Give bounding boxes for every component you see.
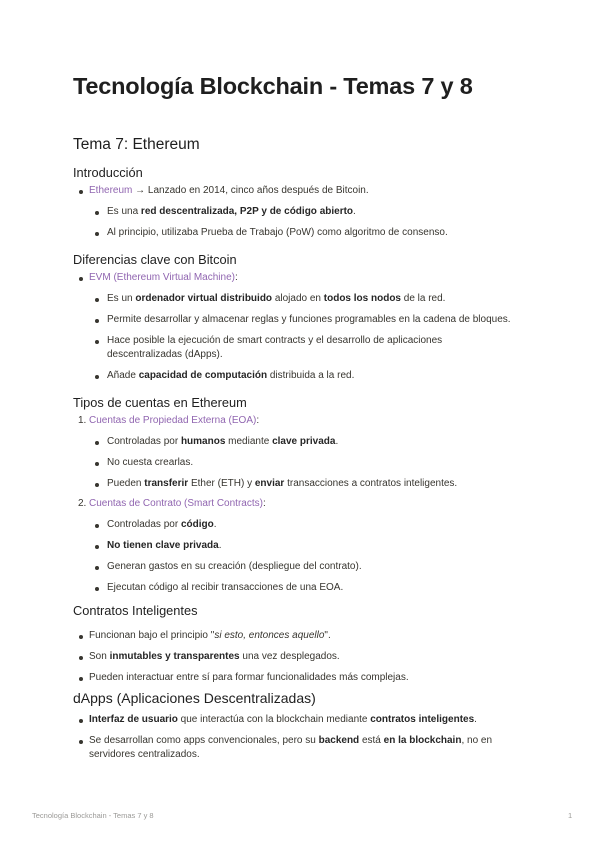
bullet-icon: [95, 545, 99, 549]
list-item-smart-contracts: Hace posible la ejecución de smart contracts y el desarrollo de aplicaciones descentralizadas (dApps).: [107, 335, 443, 361]
list-item-interfaz: Interfaz de usuario que interactúa con la blockchain mediante contratos inteligentes.: [89, 714, 477, 725]
list-item-gastos-creacion: Generan gastos en su creación (despliegue del contrato).: [107, 561, 362, 572]
bullet-icon: [95, 483, 99, 487]
list-item-interactuar: Pueden interactuar entre sí para formar funcionalidades más complejas.: [89, 672, 409, 683]
list-item-red-descentralizada: Es una red descentralizada, P2P y de código abierto.: [107, 206, 356, 217]
list-item-pow: Al principio, utilizaba Prueba de Trabajo (PoW) como algoritmo de consenso.: [107, 227, 448, 238]
bullet-icon: [95, 211, 99, 215]
list-item-cuentas-contrato: Cuentas de Contrato (Smart Contracts):: [89, 498, 266, 509]
list-item-inmutables: Son inmutables y transparentes una vez desplegados.: [89, 651, 340, 662]
bullet-icon: [95, 462, 99, 466]
evm-link[interactable]: EVM (Ethereum Virtual Machine): [89, 272, 235, 283]
list-item-controladas-humanos: Controladas por humanos mediante clave privada.: [107, 436, 339, 447]
bullet-icon: [95, 232, 99, 236]
footer-title: Tecnología Blockchain - Temas 7 y 8: [32, 811, 154, 820]
bullet-icon: [79, 677, 83, 681]
section-heading-tema7: Tema 7: Ethereum: [73, 136, 200, 153]
subsection-heading-tipos-cuentas: Tipos de cuentas en Ethereum: [73, 395, 247, 410]
bullet-icon: [79, 635, 83, 639]
bullet-icon: [95, 340, 99, 344]
list-item-evm: EVM (Ethereum Virtual Machine):: [89, 272, 238, 283]
list-item-principio: Funcionan bajo el principio "si esto, entonces aquello".: [89, 630, 331, 641]
list-item-controladas-codigo: Controladas por código.: [107, 519, 217, 530]
bullet-icon: [95, 587, 99, 591]
list-item-ordenador-virtual: Es un ordenador virtual distribuido alojado en todos los nodos de la red.: [107, 293, 446, 304]
bullet-icon: [79, 719, 83, 723]
list-item-transferir: Pueden transferir Ether (ETH) y enviar transacciones a contratos inteligentes.: [107, 478, 458, 489]
list-item-reglas-programables: Permite desarrollar y almacenar reglas y funciones programables en la cadena de bloques.: [107, 314, 511, 325]
section-heading-dapps: dApps (Aplicaciones Descentralizadas): [73, 690, 316, 706]
bullet-icon: [79, 190, 83, 194]
bullet-icon: [95, 566, 99, 570]
list-number: 1.: [78, 415, 87, 426]
bullet-icon: [79, 740, 83, 744]
bullet-icon: [95, 441, 99, 445]
bullet-icon: [79, 656, 83, 660]
footer-page-number: 1: [568, 811, 573, 820]
bullet-icon: [79, 277, 83, 281]
ethereum-link[interactable]: Ethereum: [89, 185, 133, 196]
contract-accounts-link[interactable]: Cuentas de Contrato (Smart Contracts): [89, 498, 263, 509]
eoa-link[interactable]: Cuentas de Propiedad Externa (EOA): [89, 415, 257, 426]
bullet-icon: [95, 524, 99, 528]
list-item-backend: Se desarrollan como apps convencionales, pero su backend está en la blockchain, no en servidores centralizados.: [89, 735, 493, 761]
list-item-no-cuesta: No cuesta crearlas.: [107, 457, 194, 468]
subsection-heading-contratos: Contratos Inteligentes: [73, 603, 198, 618]
bullet-icon: [95, 375, 99, 379]
bullet-icon: [95, 319, 99, 323]
subsection-heading-diferencias: Diferencias clave con Bitcoin: [73, 252, 237, 267]
list-item-ejecutan-codigo: Ejecutan código al recibir transacciones de una EOA.: [107, 582, 344, 593]
bullet-icon: [95, 298, 99, 302]
subsection-heading-intro: Introducción: [73, 165, 143, 180]
arrow-icon: →: [135, 185, 146, 196]
list-item-capacidad-computacion: Añade capacidad de computación distribuida a la red.: [107, 370, 355, 381]
list-item-eoa: Cuentas de Propiedad Externa (EOA):: [89, 415, 260, 426]
list-item-ethereum: Ethereum → Lanzado en 2014, cinco años después de Bitcoin.: [89, 185, 369, 196]
list-number: 2.: [78, 498, 87, 509]
list-item-no-clave: No tienen clave privada.: [107, 540, 222, 551]
page-title: Tecnología Blockchain - Temas 7 y 8: [73, 73, 473, 99]
